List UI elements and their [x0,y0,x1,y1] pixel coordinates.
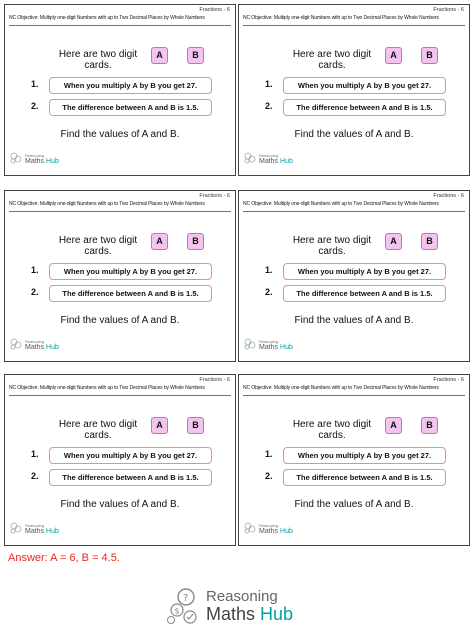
clue-1: When you multiply A by B you get 27. [49,77,212,94]
clue-number-1: 1. [265,449,273,459]
task-text: Find the values of A and B. [60,499,180,510]
card-tag: Fractions - 6 [433,193,464,199]
question-card-3 [4,190,236,362]
logo-maths: Maths [25,344,45,351]
card-tag: Fractions - 6 [199,193,230,199]
logo-maths-hub [259,158,293,165]
logo-maths: Maths [206,604,256,624]
objective-underline [243,211,465,212]
nc-objective: NC Objective: Multiply one-digit Numbers with up to Two Decimal Places by Whole Numbers [9,15,205,21]
logo-hub: Hub [46,158,59,165]
logo-icon [243,521,257,535]
digit-card-a: A [385,417,402,434]
nc-objective: NC Objective: Multiply one-digit Numbers with up to Two Decimal Places by Whole Numbers [243,385,439,391]
logo-reasoning: Reasoning [25,339,45,344]
digit-card-b: B [421,417,438,434]
intro-text: Here are two digit cards. [292,235,372,257]
card-logo [243,521,303,539]
question-card-4 [238,190,470,362]
clue-number-2: 2. [265,471,273,481]
clue-2: The difference between A and B is 1.5. [49,99,212,116]
clue-number-1: 1. [265,79,273,89]
digit-card-a: A [385,47,402,64]
intro-text: Here are two digit cards. [58,49,138,71]
clue-2: The difference between A and B is 1.5. [283,469,446,486]
logo-maths: Maths [259,528,279,535]
clue-1: When you multiply A by B you get 27. [49,447,212,464]
question-card-6 [238,374,470,546]
clue-number-2: 2. [265,101,273,111]
nc-objective: NC Objective: Multiply one-digit Numbers with up to Two Decimal Places by Whole Numbers [9,385,205,391]
objective-underline [9,25,231,26]
logo-hub: Hub [260,604,294,624]
logo-maths: Maths [25,528,45,535]
clue-1: When you multiply A by B you get 27. [283,263,446,280]
logo-maths: Maths [25,158,45,165]
card-tag: Fractions - 6 [199,377,230,383]
card-logo [9,151,69,169]
intro-text: Here are two digit cards. [292,419,372,441]
clue-number-2: 2. [31,471,39,481]
question-card-5 [4,374,236,546]
intro-text: Here are two digit cards. [58,235,138,257]
digit-card-b: B [187,417,204,434]
clue-number-2: 2. [31,287,39,297]
objective-underline [9,211,231,212]
logo-hub: Hub [46,528,59,535]
card-logo [243,337,303,355]
task-text: Find the values of A and B. [294,315,414,326]
task-text: Find the values of A and B. [60,315,180,326]
clue-2: The difference between A and B is 1.5. [49,469,212,486]
clue-1: When you multiply A by B you get 27. [283,77,446,94]
digit-card-a: A [151,47,168,64]
clue-number-1: 1. [31,449,39,459]
clue-number-1: 1. [31,265,39,275]
digit-card-b: B [187,233,204,250]
digit-card-a: A [151,233,168,250]
logo-maths: Maths [259,344,279,351]
clue-1: When you multiply A by B you get 27. [283,447,446,464]
clue-2: The difference between A and B is 1.5. [283,99,446,116]
card-tag: Fractions - 6 [199,7,230,13]
digit-card-b: B [421,47,438,64]
clue-number-1: 1. [265,265,273,275]
logo-hub: Hub [46,344,59,351]
clue-1: When you multiply A by B you get 27. [49,263,212,280]
logo-maths-hub [259,528,293,535]
logo-maths: Maths [259,158,279,165]
logo-maths-hub [25,344,59,351]
task-text: Find the values of A and B. [60,129,180,140]
card-logo [243,151,303,169]
logo-reasoning: Reasoning [25,153,45,158]
logo-hub: Hub [280,344,293,351]
task-text: Find the values of A and B. [294,129,414,140]
clue-2: The difference between A and B is 1.5. [49,285,212,302]
nc-objective: NC Objective: Multiply one-digit Numbers with up to Two Decimal Places by Whole Numbers [243,201,439,207]
intro-text: Here are two digit cards. [292,49,372,71]
digit-card-b: B [421,233,438,250]
logo-reasoning: Reasoning [259,153,279,158]
logo-hub: Hub [280,158,293,165]
card-logo [9,521,69,539]
intro-text: Here are two digit cards. [58,419,138,441]
logo-icon [243,151,257,165]
logo-icon [9,337,23,351]
question-card-2 [238,4,470,176]
question-card-1 [4,4,236,176]
logo-maths-hub [25,158,59,165]
digit-card-a: A [385,233,402,250]
objective-underline [243,395,465,396]
logo-icon [9,151,23,165]
clue-number-1: 1. [31,79,39,89]
card-logo [9,337,69,355]
nc-objective: NC Objective: Multiply one-digit Numbers with up to Two Decimal Places by Whole Numbers [9,201,205,207]
digit-card-a: A [151,417,168,434]
logo-reasoning: Reasoning [259,523,279,528]
svg-text:$: $ [174,606,180,616]
card-tag: Fractions - 6 [433,377,464,383]
card-tag: Fractions - 6 [433,7,464,13]
nc-objective: NC Objective: Multiply one-digit Numbers with up to Two Decimal Places by Whole Numbers [243,15,439,21]
digit-card-b: B [187,47,204,64]
logo-maths-hub [25,528,59,535]
objective-underline [9,395,231,396]
logo-maths-hub [259,344,293,351]
logo-hub: Hub [280,528,293,535]
logo-reasoning: Reasoning [259,339,279,344]
svg-text:?: ? [183,593,189,604]
logo-reasoning: Reasoning [206,588,278,605]
clue-number-2: 2. [265,287,273,297]
logo-icon [166,586,202,626]
clue-2: The difference between A and B is 1.5. [283,285,446,302]
logo-icon [9,521,23,535]
task-text: Find the values of A and B. [294,499,414,510]
footer-logo [166,586,326,626]
logo-maths-hub [206,604,293,625]
answer-text: Answer: A = 6, B = 4.5. [8,552,120,564]
objective-underline [243,25,465,26]
logo-reasoning: Reasoning [25,523,45,528]
clue-number-2: 2. [31,101,39,111]
logo-icon [243,337,257,351]
